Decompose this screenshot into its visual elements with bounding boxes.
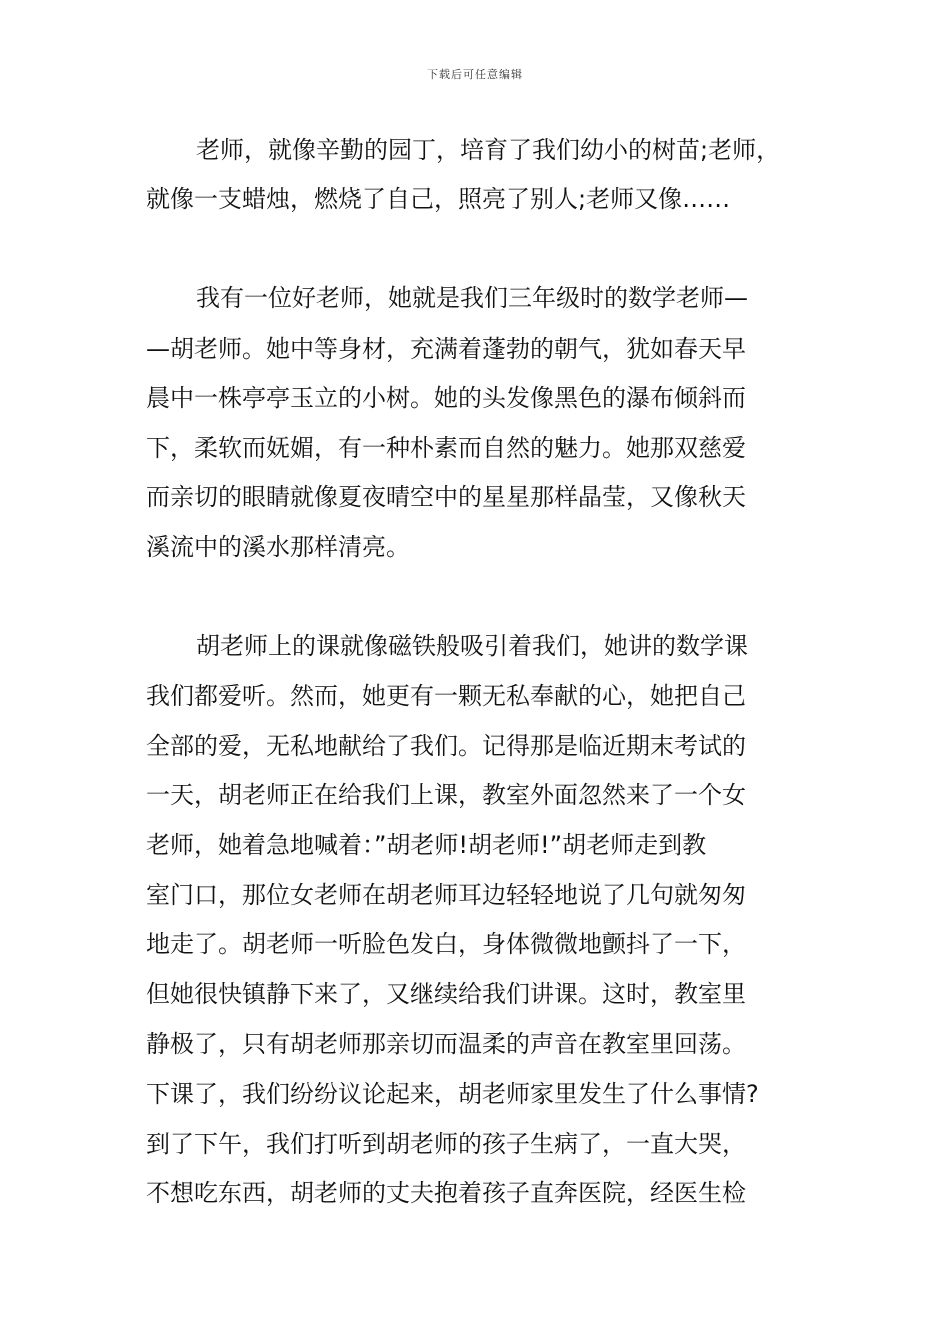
paragraph-3-line-6: 室门口，那位女老师在胡老师耳边轻轻地说了几句就匆匆 [146,881,746,909]
paragraph-3-line-12: 不想吃东西，胡老师的丈夫抱着孩子直奔医院，经医生检 [146,1179,746,1207]
paragraph-3-line-2: 我们都爱听。然而，她更有一颗无私奉献的心，她把自己 [146,682,746,710]
paragraph-1-line-1: 老师，就像辛勤的园丁，培育了我们幼小的树苗;老师， [196,136,781,164]
paragraph-3-line-5: 老师，她着急地喊着：”胡老师!胡老师!”胡老师走到教 [146,831,707,859]
paragraph-3-line-9: 静极了，只有胡老师那亲切而温柔的声音在教室里回荡。 [146,1030,746,1058]
paragraph-3-line-7: 地走了。胡老师一听脸色发白，身体微微地颤抖了一下， [146,930,746,958]
header-note: 下载后可任意编辑 [427,68,523,81]
paragraph-3-line-8: 但她很快镇静下来了，又继续给我们讲课。这时，教室里 [146,980,746,1008]
paragraph-2-line-3: 晨中一株亭亭玉立的小树。她的头发像黑色的瀑布倾斜而 [146,384,746,412]
paragraph-2-line-1: 我有一位好老师，她就是我们三年级时的数学老师— [196,284,748,312]
paragraph-3-line-1: 胡老师上的课就像磁铁般吸引着我们，她讲的数学课 [196,632,748,660]
paragraph-1-line-2: 就像一支蜡烛，燃烧了自己，照亮了别人;老师又像…… [146,185,731,213]
paragraph-3-line-3: 全部的爱，无私地献给了我们。记得那是临近期末考试的 [146,732,746,760]
paragraph-2-line-4: 下，柔软而妩媚，有一种朴素而自然的魅力。她那双慈爱 [146,434,746,462]
paragraph-3-line-11: 到了下午，我们打听到胡老师的孩子生病了，一直大哭， [146,1130,746,1158]
paragraph-3-line-4: 一天，胡老师正在给我们上课，教室外面忽然来了一个女 [146,781,746,809]
paragraph-3-line-10: 下课了，我们纷纷议论起来，胡老师家里发生了什么事情? [146,1080,759,1108]
paragraph-2-line-5: 而亲切的眼睛就像夏夜晴空中的星星那样晶莹，又像秋天 [146,483,746,511]
paragraph-2-line-6: 溪流中的溪水那样清亮。 [146,533,410,561]
paragraph-2-line-2: —胡老师。她中等身材，充满着蓬勃的朝气，犹如春天早 [146,335,746,363]
